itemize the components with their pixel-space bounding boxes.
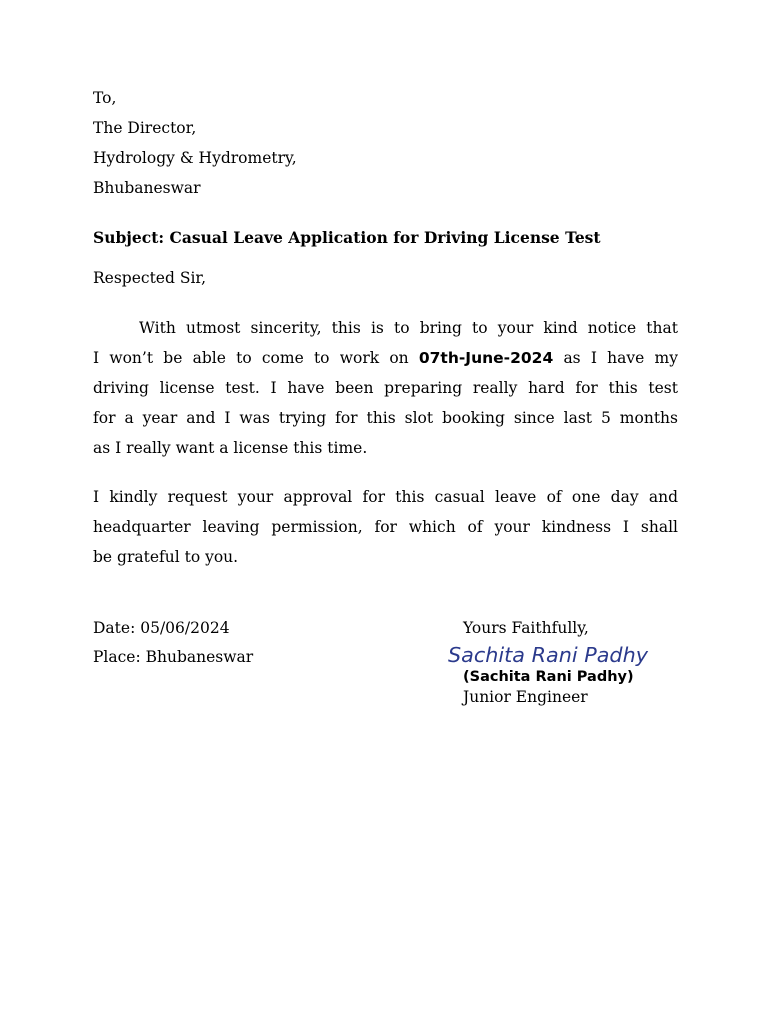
paragraph-1-row-1: With utmost sincerity, this is to bring to your kind notice that — [139, 319, 678, 337]
letter-date: Date: 05/06/2024 — [93, 619, 230, 637]
paragraph-2-row-2: headquarter leaving permission, for which of your kindness I shall — [93, 518, 678, 536]
letter-place: Place: Bhubaneswar — [93, 648, 254, 666]
paragraph-2-row-3: be grateful to you. — [93, 548, 239, 566]
body-paragraph-1 — [93, 313, 678, 463]
body-paragraph-2 — [93, 482, 678, 572]
recipient-city: Bhubaneswar — [93, 179, 201, 197]
signatory-name: (Sachita Rani Padhy) — [463, 669, 634, 685]
recipient-to: To, — [93, 89, 117, 107]
recipient-department: Hydrology & Hydrometry, — [93, 149, 297, 167]
paragraph-1-row-2: I won’t be able to come to work on 07th-June-2024 as I have my — [93, 349, 678, 367]
signature-text: Sachita Rani Padhy — [448, 643, 650, 667]
subject-line: Subject: Casual Leave Application for Driving License Test — [93, 228, 601, 247]
closing-phrase: Yours Faithfully, — [463, 619, 589, 637]
paragraph-2-row-1: I kindly request your approval for this casual leave of one day and — [93, 488, 678, 506]
leave-date: 07th-June-2024 — [418, 349, 554, 367]
salutation: Respected Sir, — [93, 269, 207, 287]
paragraph-1-row-3: driving license test. I have been preparing really hard for this test — [93, 379, 678, 397]
paragraph-1-row-5: as I really want a license this time. — [93, 439, 368, 457]
paragraph-1-row-4: for a year and I was trying for this slot booking since last 5 months — [93, 409, 678, 427]
recipient-title: The Director, — [93, 119, 197, 137]
signatory-designation: Junior Engineer — [463, 688, 588, 706]
